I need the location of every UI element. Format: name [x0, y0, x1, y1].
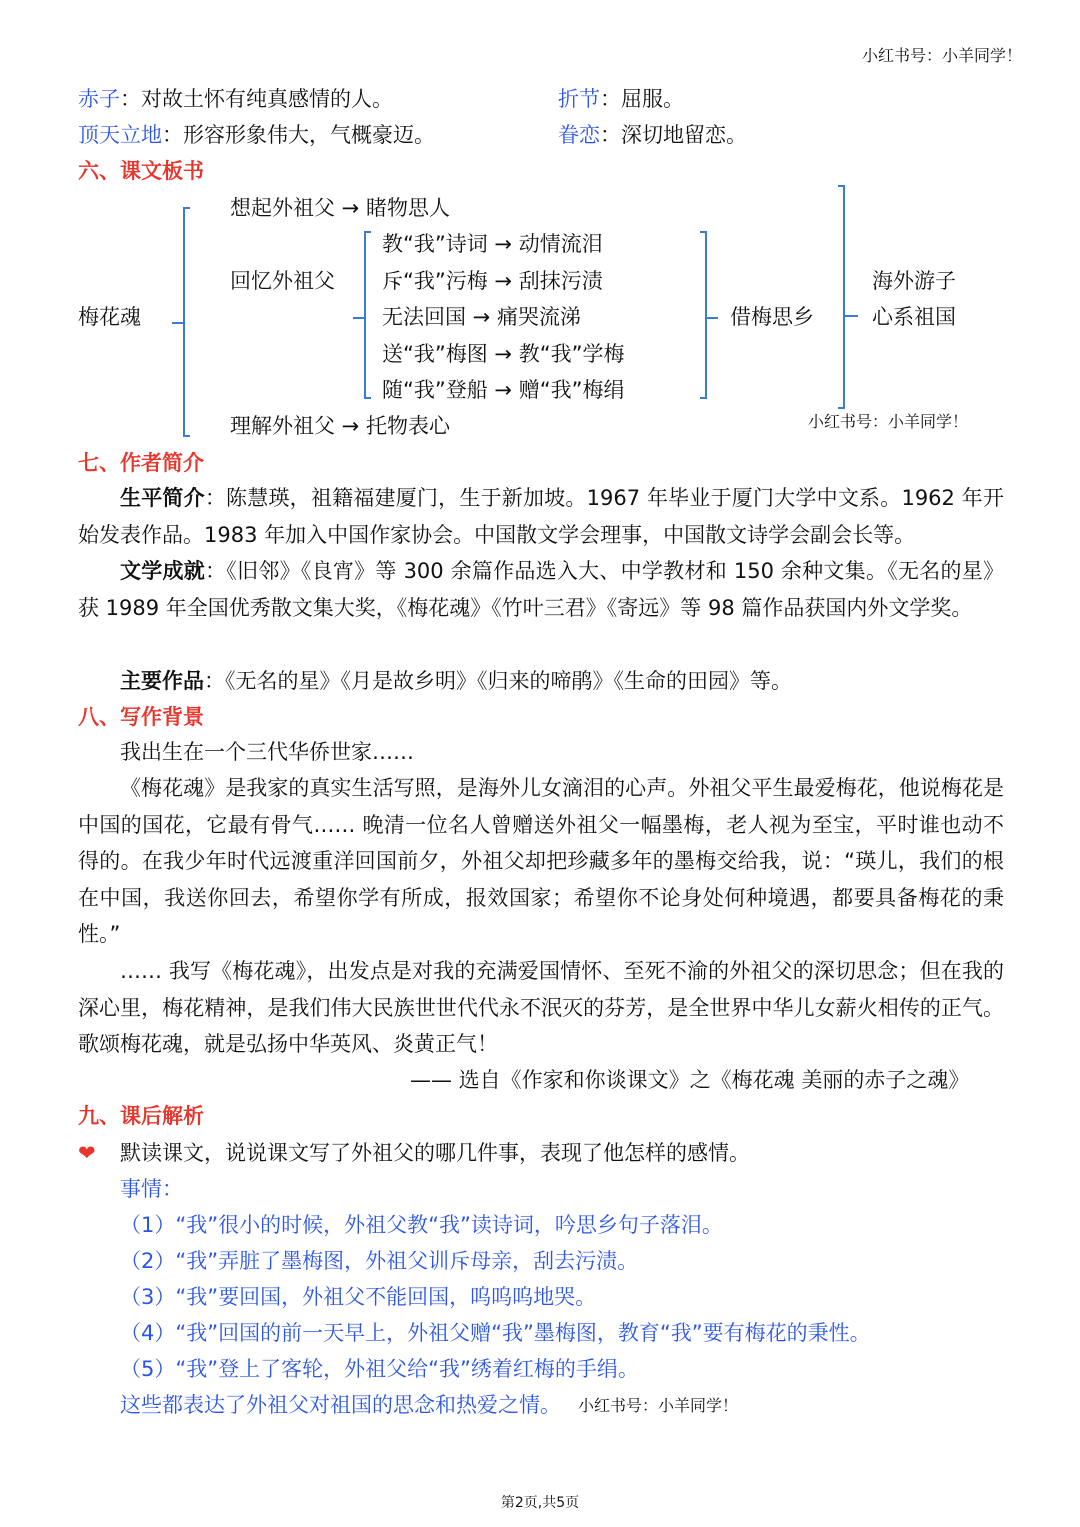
section-heading-author: 七、作者简介	[78, 451, 204, 475]
analysis-watermark: 小红书号：小羊同学！	[578, 1396, 739, 1415]
section-heading-blackboard: 六、课文板书	[78, 159, 204, 183]
vocab-sep: ：	[120, 87, 141, 111]
analysis-conclusion: 这些都表达了外祖父对祖国的思念和热爱之情。	[120, 1393, 561, 1417]
blackboard-branch-2: 回忆外祖父	[230, 269, 335, 293]
analysis-item: （5）“我”登上了客轮，外祖父给“我”绣着红梅的手绢。	[120, 1357, 639, 1381]
analysis-item: （3）“我”要回国，外祖父不能回国，呜呜呜地哭。	[120, 1285, 597, 1309]
header-watermark: 小红书号：小羊同学！	[862, 46, 1023, 65]
author-achieve-label: 文学成就	[120, 559, 206, 583]
vocab-term: 眷恋	[558, 123, 600, 147]
blackboard-event: 送“我”梅图 → 教“我”学梅	[382, 342, 625, 366]
analysis-item: （1）“我”很小的时候，外祖父教“我”读诗词，吟思乡句子落泪。	[120, 1213, 723, 1237]
author-life-text: ：陈慧瑛，祖籍福建厦门，生于新加坡。1967 年毕业于厦门大学中文系。1962 年开始发表作品。1983 年加入中国作家协会。中国散文学会理事，中国散文诗学会副会长等。	[78, 486, 1005, 547]
analysis-question: 默读课文，说说课文写了外祖父的哪几件事，表现了他怎样的感情。	[120, 1141, 750, 1165]
root-bracket	[184, 208, 190, 436]
analysis-answer-label: 事情：	[120, 1177, 183, 1201]
author-achieve-text: ：《旧邻》《良宵》等 300 余篇作品选入大、中学教材和 150 余种文集。《无名的星》获 1989 年全国优秀散文集大奖，《梅花魂》《竹叶三君》《寄远》等 98 篇作品获国内外文学奖。	[78, 559, 1004, 620]
blackboard-watermark: 小红书号：小羊同学！	[808, 412, 969, 431]
events-bracket-right	[700, 232, 706, 398]
blackboard-right-1: 海外游子	[872, 269, 956, 293]
vocab-definition: 对故土怀有纯真感情的人。	[141, 87, 393, 111]
blackboard-right-2: 心系祖国	[872, 305, 956, 329]
events-bracket-left	[365, 232, 371, 398]
blackboard-root: 梅花魂	[78, 305, 141, 329]
page-number: 第2页,共5页	[500, 1495, 580, 1511]
analysis-item: （2）“我”弄脏了墨梅图，外祖父训斥母亲，刮去污渍。	[120, 1249, 639, 1273]
section-heading-background: 八、写作背景	[78, 705, 204, 729]
vocab-definition: 深切地留恋。	[621, 123, 747, 147]
blackboard-branch-3: 理解外祖父 → 托物表心	[230, 414, 450, 438]
blackboard-event: 斥“我”污梅 → 刮抹污渍	[382, 269, 603, 293]
vocab-term: 折节	[558, 87, 600, 111]
blackboard-event: 随“我”登船 → 赠“我”梅绢	[382, 378, 625, 402]
author-works-label: 主要作品	[120, 669, 204, 693]
author-works	[78, 663, 1004, 700]
blackboard-middle: 借梅思乡	[730, 305, 814, 329]
author-works-text: ：《无名的星》《月是故乡明》《归来的啼鹃》《生命的田园》等。	[204, 669, 792, 693]
background-paragraph: 我出生在一个三代华侨世家……	[120, 740, 414, 764]
blackboard-event: 无法回国 → 痛哭流涕	[382, 305, 581, 329]
vocab-definition: 形容形象伟大，气概豪迈。	[183, 123, 435, 147]
background-paragraph: 《梅花魂》是我家的真实生活写照，是海外儿女滴泪的心声。外祖父平生最爱梅花，他说梅花是中国的国花，它最有骨气…… 晚清一位名人曾赠送外祖父一幅墨梅，老人视为至宝，平时谁也动不得的。在我少年时代远渡重洋回国前夕，外祖父却把珍藏多年的墨梅交给我，说：“瑛儿，我们的根在中国，我送你回去，希望你学有所成，报效国家；希望你不论身处何种境遇，都要具备梅花的秉性。”	[78, 776, 1004, 947]
vocab-term: 顶天立地	[78, 123, 162, 147]
background-paragraph: …… 我写《梅花魂》，出发点是对我的充满爱国情怀、至死不渝的外祖父的深切思念；但在我的深心里，梅花精神，是我们伟大民族世世代代永不泯灭的芬芳，是全世界中华儿女薪火相传的正气。歌颂梅花魂，就是弘扬中华英风、炎黄正气！	[78, 959, 1004, 1057]
analysis-item: （4）“我”回国的前一天早上，外祖父赠“我”墨梅图，教育“我”要有梅花的秉性。	[120, 1321, 871, 1345]
blackboard-branch-1: 想起外祖父 → 睹物思人	[230, 196, 450, 220]
vocab-sep: ：	[162, 123, 183, 147]
vocab-definition: 屈服。	[621, 87, 684, 111]
section-heading-analysis: 九、课后解析	[78, 1104, 204, 1128]
blackboard-event: 教“我”诗词 → 动情流泪	[382, 232, 603, 256]
vocab-term: 赤子	[78, 87, 120, 111]
background-source: —— 选自《作家和你谈课文》之《梅花魂 美丽的赤子之魂》	[410, 1068, 970, 1092]
middle-bracket-right	[838, 186, 844, 408]
author-life-label: 生平简介	[120, 486, 205, 510]
vocab-sep: ：	[600, 87, 621, 111]
author-achievements	[78, 553, 1004, 626]
heart-icon: ❤	[78, 1141, 96, 1165]
vocab-sep: ：	[600, 123, 621, 147]
author-life	[78, 480, 1004, 553]
